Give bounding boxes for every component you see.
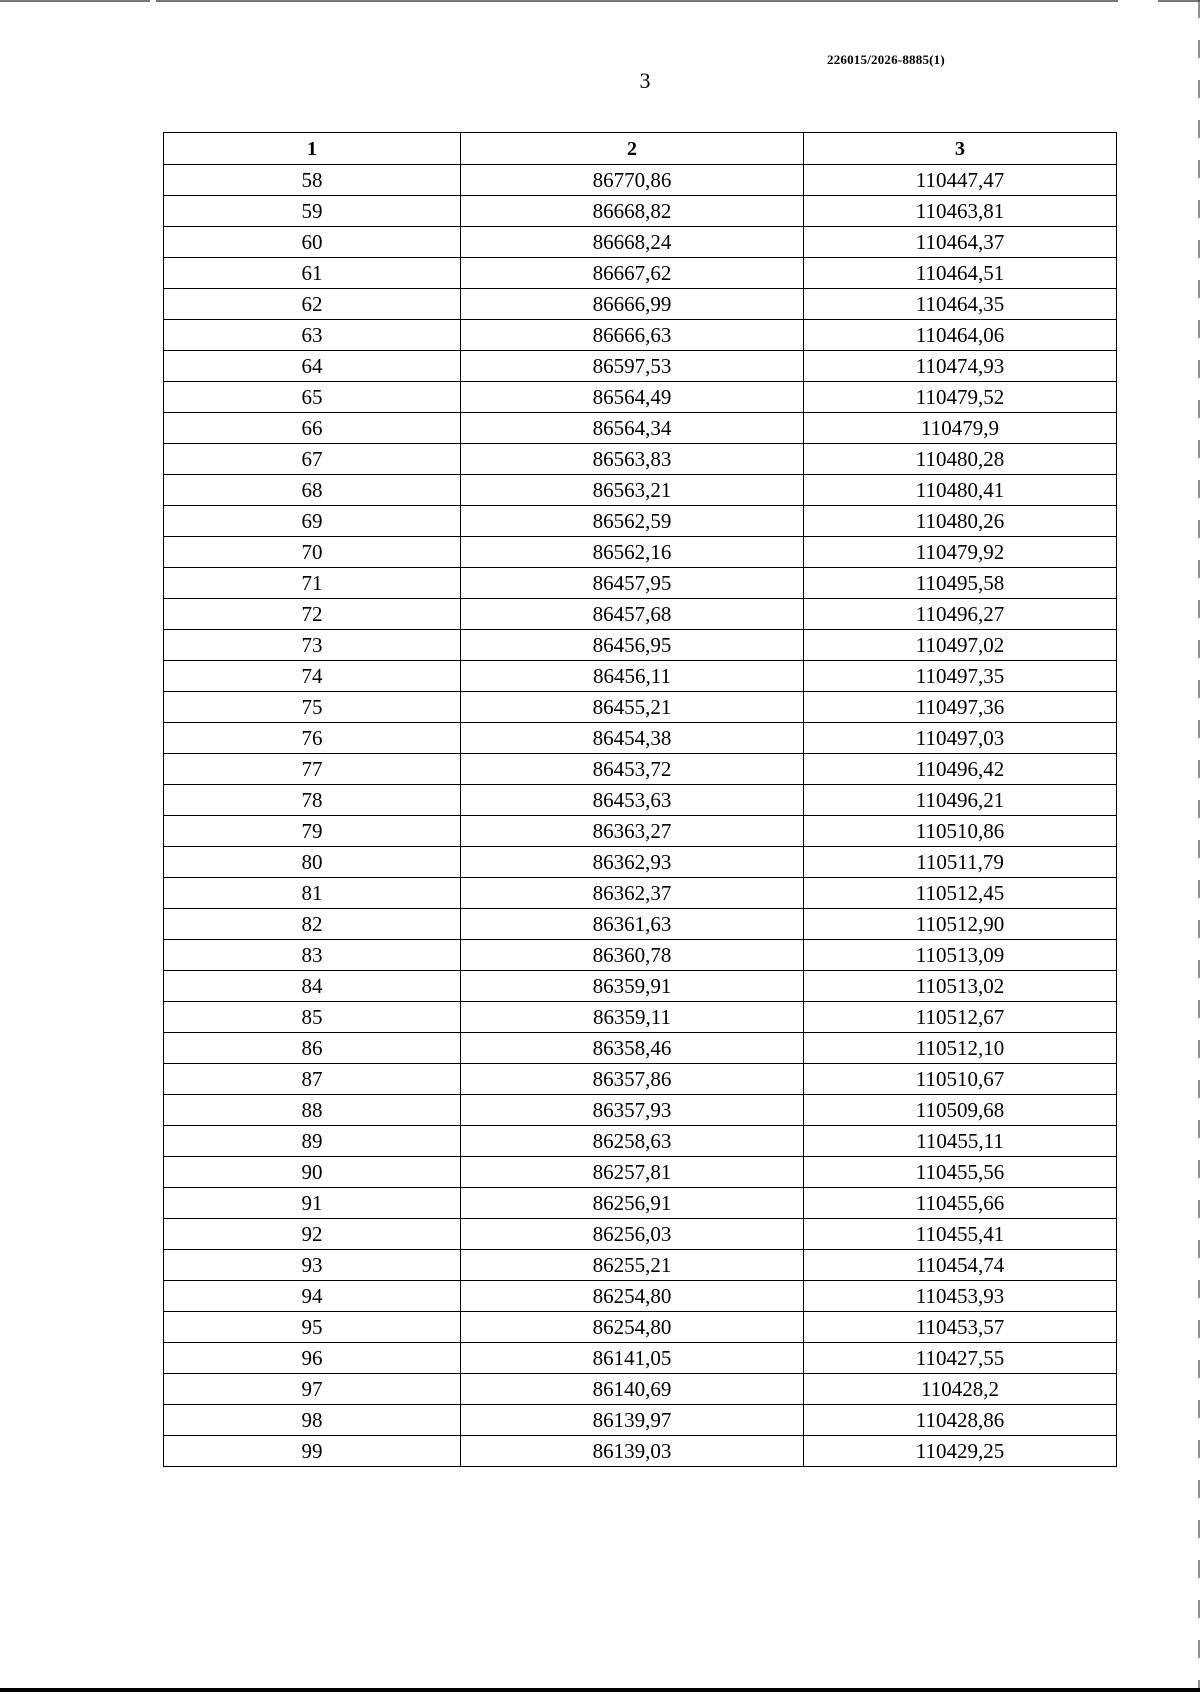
table-row (164, 1374, 1117, 1405)
coordinate-x-cell: 86357,93 (461, 1095, 804, 1126)
coordinate-x-cell: 86256,91 (461, 1188, 804, 1219)
coordinate-x-cell: 86257,81 (461, 1157, 804, 1188)
table-row (164, 661, 1117, 692)
table-row (164, 506, 1117, 537)
coordinate-y-cell: 110455,11 (804, 1126, 1117, 1157)
coordinate-y-cell: 110512,67 (804, 1002, 1117, 1033)
coordinate-y-cell: 110447,47 (804, 165, 1117, 196)
coordinate-y-cell: 110512,90 (804, 909, 1117, 940)
coordinate-x-cell: 86562,59 (461, 506, 804, 537)
table-row (164, 1126, 1117, 1157)
coordinate-x-cell: 86564,49 (461, 382, 804, 413)
table-row (164, 1157, 1117, 1188)
table-row (164, 816, 1117, 847)
scan-border-gap (1118, 0, 1158, 3)
coordinate-x-cell: 86454,38 (461, 723, 804, 754)
coordinate-x-cell: 86457,68 (461, 599, 804, 630)
coordinate-x-cell: 86457,95 (461, 568, 804, 599)
point-number-cell: 79 (164, 816, 461, 847)
table-row (164, 1250, 1117, 1281)
coordinate-x-cell: 86255,21 (461, 1250, 804, 1281)
table-row (164, 413, 1117, 444)
coordinate-x-cell: 86357,86 (461, 1064, 804, 1095)
table-row (164, 1343, 1117, 1374)
point-number-cell: 98 (164, 1405, 461, 1436)
column-header-1: 1 (164, 133, 461, 165)
coordinate-y-cell: 110496,21 (804, 785, 1117, 816)
point-number-cell: 74 (164, 661, 461, 692)
coordinate-x-cell: 86254,80 (461, 1281, 804, 1312)
point-number-cell: 87 (164, 1064, 461, 1095)
coordinate-y-cell: 110464,06 (804, 320, 1117, 351)
table-row (164, 692, 1117, 723)
coordinate-x-cell: 86563,83 (461, 444, 804, 475)
coordinate-y-cell: 110496,27 (804, 599, 1117, 630)
coordinate-x-cell: 86139,97 (461, 1405, 804, 1436)
coordinate-x-cell: 86256,03 (461, 1219, 804, 1250)
coordinate-y-cell: 110479,9 (804, 413, 1117, 444)
table-row (164, 723, 1117, 754)
coordinate-y-cell: 110496,42 (804, 754, 1117, 785)
point-number-cell: 68 (164, 475, 461, 506)
table-row (164, 1064, 1117, 1095)
table-row (164, 1095, 1117, 1126)
coordinate-x-cell: 86139,03 (461, 1436, 804, 1467)
coordinate-x-cell: 86361,63 (461, 909, 804, 940)
coordinate-y-cell: 110511,79 (804, 847, 1117, 878)
coordinate-y-cell: 110454,74 (804, 1250, 1117, 1281)
table-row (164, 1312, 1117, 1343)
table-row (164, 351, 1117, 382)
coordinate-x-cell: 86562,16 (461, 537, 804, 568)
point-number-cell: 80 (164, 847, 461, 878)
table-body (164, 165, 1117, 1467)
table-row (164, 258, 1117, 289)
table-row (164, 599, 1117, 630)
scan-border-gap (150, 0, 156, 3)
point-number-cell: 78 (164, 785, 461, 816)
coordinates-table (163, 132, 1117, 1467)
coordinate-y-cell: 110455,41 (804, 1219, 1117, 1250)
table-row (164, 196, 1117, 227)
point-number-cell: 93 (164, 1250, 461, 1281)
point-number-cell: 94 (164, 1281, 461, 1312)
point-number-cell: 60 (164, 227, 461, 258)
coordinate-x-cell: 86141,05 (461, 1343, 804, 1374)
point-number-cell: 84 (164, 971, 461, 1002)
point-number-cell: 67 (164, 444, 461, 475)
coordinate-x-cell: 86359,11 (461, 1002, 804, 1033)
page-number: 3 (639, 68, 651, 93)
coordinate-y-cell: 110463,81 (804, 196, 1117, 227)
point-number-cell: 62 (164, 289, 461, 320)
coordinate-x-cell: 86770,86 (461, 165, 804, 196)
coordinate-y-cell: 110512,45 (804, 878, 1117, 909)
point-number-cell: 91 (164, 1188, 461, 1219)
table-row (164, 940, 1117, 971)
table-row (164, 320, 1117, 351)
coordinate-y-cell: 110474,93 (804, 351, 1117, 382)
scan-border-top (0, 0, 1200, 2)
point-number-cell: 64 (164, 351, 461, 382)
coordinate-x-cell: 86668,24 (461, 227, 804, 258)
table-row (164, 1188, 1117, 1219)
coordinate-y-cell: 110453,93 (804, 1281, 1117, 1312)
coordinate-x-cell: 86363,27 (461, 816, 804, 847)
coordinate-y-cell: 110497,02 (804, 630, 1117, 661)
coordinate-x-cell: 86666,99 (461, 289, 804, 320)
table-row (164, 1436, 1117, 1467)
point-number-cell: 69 (164, 506, 461, 537)
coordinate-y-cell: 110480,26 (804, 506, 1117, 537)
point-number-cell: 90 (164, 1157, 461, 1188)
point-number-cell: 72 (164, 599, 461, 630)
document-code: 226015/2026-8885(1) (827, 52, 945, 67)
point-number-cell: 66 (164, 413, 461, 444)
table-row (164, 227, 1117, 258)
coordinate-x-cell: 86668,82 (461, 196, 804, 227)
coordinate-y-cell: 110497,03 (804, 723, 1117, 754)
table-row (164, 165, 1117, 196)
coordinate-x-cell: 86563,21 (461, 475, 804, 506)
coordinate-x-cell: 86453,72 (461, 754, 804, 785)
coordinate-y-cell: 110510,86 (804, 816, 1117, 847)
point-number-cell: 63 (164, 320, 461, 351)
table-row (164, 537, 1117, 568)
table-row (164, 289, 1117, 320)
point-number-cell: 99 (164, 1436, 461, 1467)
point-number-cell: 82 (164, 909, 461, 940)
point-number-cell: 83 (164, 940, 461, 971)
point-number-cell: 65 (164, 382, 461, 413)
column-header-2: 2 (461, 133, 804, 165)
point-number-cell: 75 (164, 692, 461, 723)
point-number-cell: 86 (164, 1033, 461, 1064)
table-row (164, 630, 1117, 661)
coordinate-y-cell: 110513,09 (804, 940, 1117, 971)
coordinate-y-cell: 110480,28 (804, 444, 1117, 475)
point-number-cell: 88 (164, 1095, 461, 1126)
coordinate-x-cell: 86667,62 (461, 258, 804, 289)
point-number-cell: 92 (164, 1219, 461, 1250)
coordinate-y-cell: 110512,10 (804, 1033, 1117, 1064)
point-number-cell: 97 (164, 1374, 461, 1405)
point-number-cell: 76 (164, 723, 461, 754)
table-row (164, 382, 1117, 413)
table-row (164, 475, 1117, 506)
point-number-cell: 95 (164, 1312, 461, 1343)
coordinate-x-cell: 86254,80 (461, 1312, 804, 1343)
coordinate-y-cell: 110427,55 (804, 1343, 1117, 1374)
coordinate-x-cell: 86359,91 (461, 971, 804, 1002)
table-row (164, 847, 1117, 878)
coordinate-x-cell: 86666,63 (461, 320, 804, 351)
table-row (164, 1405, 1117, 1436)
coordinate-x-cell: 86456,95 (461, 630, 804, 661)
table-row (164, 909, 1117, 940)
point-number-cell: 58 (164, 165, 461, 196)
table-row (164, 568, 1117, 599)
coordinate-y-cell: 110479,92 (804, 537, 1117, 568)
table-row (164, 971, 1117, 1002)
table-row (164, 1219, 1117, 1250)
point-number-cell: 70 (164, 537, 461, 568)
table-row (164, 878, 1117, 909)
coordinate-x-cell: 86564,34 (461, 413, 804, 444)
point-number-cell: 73 (164, 630, 461, 661)
table-row (164, 444, 1117, 475)
coordinate-y-cell: 110455,66 (804, 1188, 1117, 1219)
coordinate-y-cell: 110429,25 (804, 1436, 1117, 1467)
coordinate-y-cell: 110509,68 (804, 1095, 1117, 1126)
coordinate-x-cell: 86455,21 (461, 692, 804, 723)
point-number-cell: 96 (164, 1343, 461, 1374)
coordinate-y-cell: 110428,86 (804, 1405, 1117, 1436)
point-number-cell: 89 (164, 1126, 461, 1157)
point-number-cell: 77 (164, 754, 461, 785)
coordinate-x-cell: 86140,69 (461, 1374, 804, 1405)
point-number-cell: 71 (164, 568, 461, 599)
coordinate-x-cell: 86456,11 (461, 661, 804, 692)
point-number-cell: 61 (164, 258, 461, 289)
table-header-row (164, 133, 1117, 165)
table-row (164, 785, 1117, 816)
table-row (164, 754, 1117, 785)
scan-border-bottom (0, 1688, 1200, 1692)
coordinate-y-cell: 110455,56 (804, 1157, 1117, 1188)
point-number-cell: 59 (164, 196, 461, 227)
coordinate-y-cell: 110510,67 (804, 1064, 1117, 1095)
coordinate-y-cell: 110464,37 (804, 227, 1117, 258)
coordinate-x-cell: 86358,46 (461, 1033, 804, 1064)
coordinate-y-cell: 110453,57 (804, 1312, 1117, 1343)
coordinate-y-cell: 110428,2 (804, 1374, 1117, 1405)
coordinate-y-cell: 110495,58 (804, 568, 1117, 599)
coordinate-y-cell: 110513,02 (804, 971, 1117, 1002)
coordinate-y-cell: 110464,35 (804, 289, 1117, 320)
table-row (164, 1033, 1117, 1064)
table-row (164, 1281, 1117, 1312)
coordinate-x-cell: 86360,78 (461, 940, 804, 971)
coordinate-x-cell: 86597,53 (461, 351, 804, 382)
coordinate-y-cell: 110464,51 (804, 258, 1117, 289)
coordinate-x-cell: 86258,63 (461, 1126, 804, 1157)
coordinate-x-cell: 86362,93 (461, 847, 804, 878)
coordinate-y-cell: 110497,36 (804, 692, 1117, 723)
coordinate-y-cell: 110497,35 (804, 661, 1117, 692)
coordinate-x-cell: 86362,37 (461, 878, 804, 909)
point-number-cell: 85 (164, 1002, 461, 1033)
point-number-cell: 81 (164, 878, 461, 909)
coordinate-y-cell: 110480,41 (804, 475, 1117, 506)
table-row (164, 1002, 1117, 1033)
column-header-3: 3 (804, 133, 1117, 165)
coordinate-x-cell: 86453,63 (461, 785, 804, 816)
coordinate-y-cell: 110479,52 (804, 382, 1117, 413)
